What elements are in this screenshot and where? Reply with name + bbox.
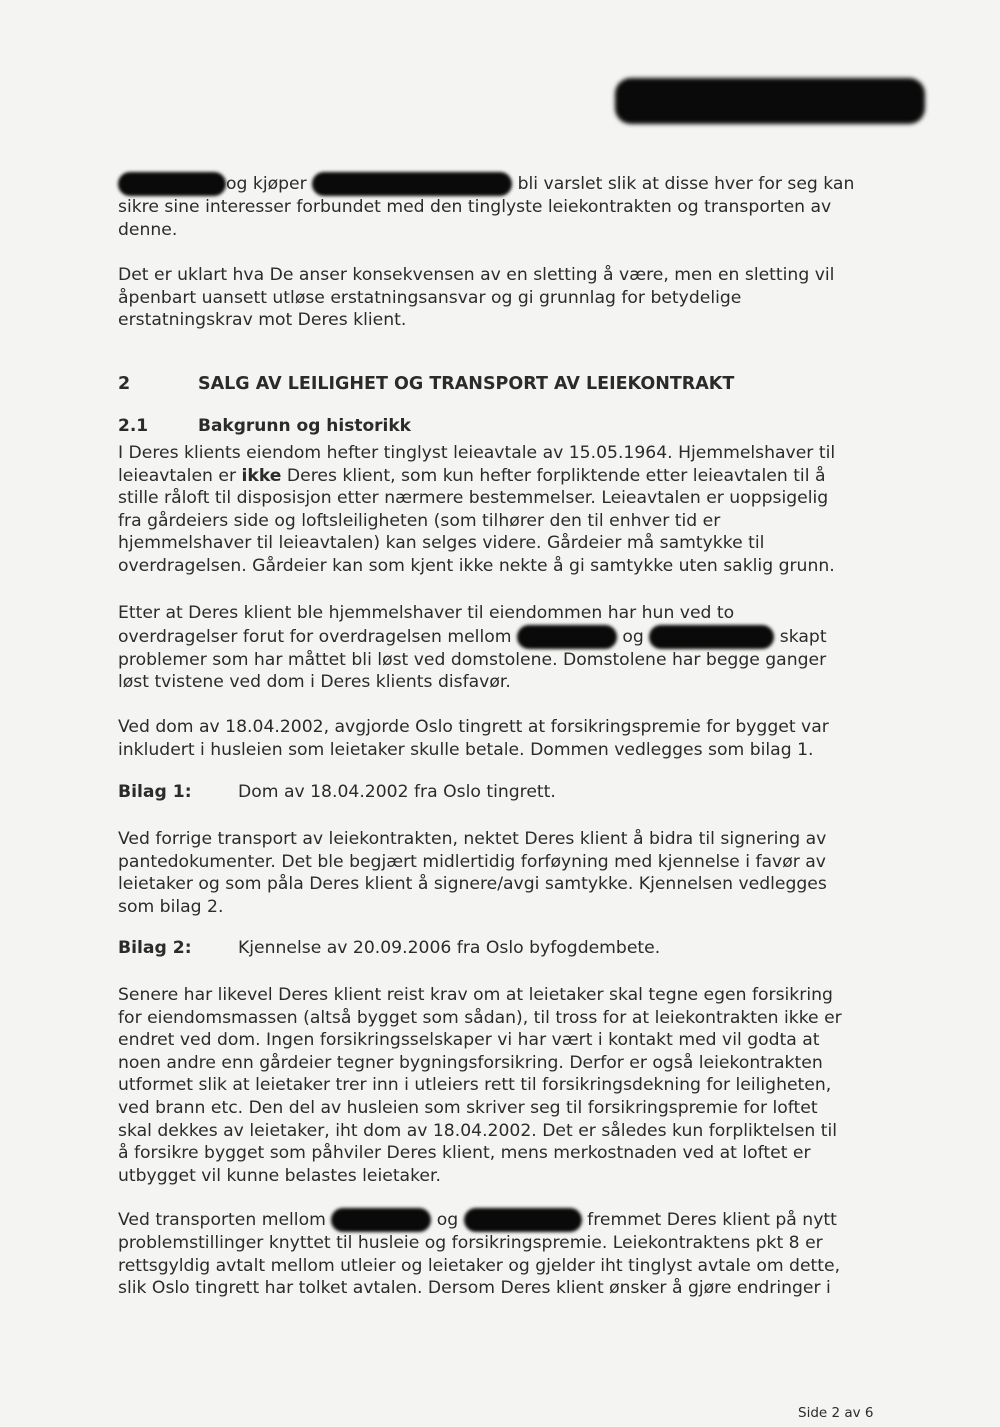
- p3-line-5: hjemmelshaver til leieavtalen) kan selges videre. Gårdeier må samtykke til: [118, 533, 765, 554]
- p2-line-3: erstatningskrav mot Deres klient.: [118, 310, 407, 331]
- p6-line-3: leietaker og som påla Deres klient å signere/avgi samtykke. Kjennelsen vedlegges: [118, 874, 827, 895]
- p4-line-2c: skapt: [779, 626, 827, 647]
- p3-line-1: I Deres klients eiendom hefter tinglyst leieavtale av 15.05.1964. Hjemmelshaver til: [118, 443, 836, 463]
- p3-line-2c: Deres klient, som kun hefter forpliktende etter leieavtalen til å: [281, 465, 826, 486]
- attachment-2: [118, 938, 660, 958]
- paragraph-3: [118, 442, 898, 578]
- p7-line-1: Senere har likevel Deres klient reist krav om at leietaker skal tegne egen forsikring: [118, 985, 833, 1005]
- p4-line-4: løst tvistene ved dom i Deres klients disfavør.: [118, 672, 511, 693]
- redacted-header: [615, 78, 925, 124]
- p3-line-3: stille råloft til disposisjon etter nærmere bestemmelser. Leieavtalen er uoppsigelig: [118, 488, 829, 509]
- p4-line-3: problemer som har måttet bli løst ved domstolene. Domstolene har begge ganger: [118, 649, 827, 670]
- attachment-1: [118, 782, 556, 802]
- p8-line-3: rettsgyldig avtalt mellom utleier og leietaker og gjelder iht tinglyst avtale om dette,: [118, 1255, 841, 1276]
- p1-text-a: og kjøper: [226, 174, 307, 194]
- paragraph-4: [118, 602, 898, 694]
- p1-line-3: denne.: [118, 219, 178, 240]
- p3-line-2a: leieavtalen er: [118, 465, 242, 486]
- p7-line-9: utbygget vil kunne belastes leietaker.: [118, 1165, 441, 1186]
- attachment-1-text: Dom av 18.04.2002 fra Oslo tingrett.: [238, 782, 556, 802]
- redacted-name: [517, 625, 617, 649]
- p2-line-1: Det er uklart hva De anser konsekvensen av en sletting å være, men en sletting vil: [118, 265, 835, 285]
- p8-line-1a: Ved transporten mellom: [118, 1210, 326, 1230]
- p2-line-2: åpenbart uansett utløse erstatningsansvar og gi grunnlag for betydelige: [118, 287, 742, 308]
- attachment-1-label: Bilag 1:: [118, 782, 192, 802]
- redacted-name: [649, 625, 774, 649]
- paragraph-2: [118, 264, 898, 332]
- p6-line-4: som bilag 2.: [118, 896, 224, 917]
- p6-line-2: pantedokumenter. Det ble begjært midlertidig forføyning med kjennelse i favør av: [118, 851, 826, 872]
- paragraph-7: [118, 984, 898, 1187]
- p7-line-8: å forsikre bygget som påhviler Deres klient, mens merkostnaden ved at loftet er: [118, 1143, 811, 1164]
- p5-line-2: inkludert i husleien som leietaker skulle betale. Dommen vedlegges som bilag 1.: [118, 739, 814, 760]
- p7-line-6: ved brann etc. Den del av husleien som skriver seg til forsikringspremie for loftet: [118, 1097, 818, 1118]
- p1-line-2: sikre sine interesser forbundet med den tinglyste leiekontrakten og transporten av: [118, 197, 832, 217]
- p5-line-1: Ved dom av 18.04.2002, avgjorde Oslo tingrett at forsikringspremie for bygget var: [118, 717, 829, 737]
- page-number: Side 2 av 6: [798, 1405, 874, 1421]
- p7-line-5: utformet slik at leietaker trer inn i utleiers rett til forsikringsdekning for leiligheten,: [118, 1075, 832, 1096]
- p7-line-3: endret ved dom. Ingen forsikringsselskaper vi har vært i kontakt med vil godta at: [118, 1030, 820, 1051]
- section-title: SALG AV LEILIGHET OG TRANSPORT AV LEIEKONTRAKT: [198, 374, 735, 394]
- section-heading: [118, 374, 734, 394]
- p3-line-6: overdragelsen. Gårdeier kan som kjent ikke nekte å gi samtykke uten saklig grunn.: [118, 555, 835, 576]
- attachment-2-text: Kjennelse av 20.09.2006 fra Oslo byfogdembete.: [238, 938, 661, 958]
- redacted-name: [118, 172, 226, 196]
- p1-text-b: bli varslet slik at disse hver for seg kan: [517, 174, 855, 194]
- p8-line-4: slik Oslo tingrett har tolket avtalen. Dersom Deres klient ønsker å gjøre endringer i: [118, 1278, 831, 1299]
- paragraph-8: [118, 1208, 898, 1300]
- subsection-heading: [118, 416, 411, 436]
- attachment-2-label: Bilag 2:: [118, 938, 192, 958]
- paragraph-5: [118, 716, 898, 761]
- p4-line-2a: overdragelser forut for overdragelsen mellom: [118, 626, 512, 647]
- redacted-name: [331, 1208, 431, 1232]
- p6-line-1: Ved forrige transport av leiekontrakten, nektet Deres klient å bidra til signering av: [118, 829, 827, 849]
- subsection-number: 2.1: [118, 416, 149, 436]
- p7-line-7: skal dekkes av leietaker, iht dom av 18.04.2002. Det er således kun forpliktelsen til: [118, 1120, 838, 1141]
- p3-emphasis: ikke: [241, 465, 282, 486]
- paragraph-1: [118, 172, 898, 241]
- redacted-name: [312, 172, 512, 196]
- section-number: 2: [118, 374, 131, 394]
- p4-line-2b: og: [622, 626, 644, 647]
- p8-line-2: problemstillinger knyttet til husleie og forsikringspremie. Leiekontraktens pkt 8 er: [118, 1233, 823, 1253]
- paragraph-6: [118, 828, 898, 918]
- p8-line-1c: fremmet Deres klient på nytt: [587, 1210, 837, 1230]
- p4-line-1: Etter at Deres klient ble hjemmelshaver til eiendommen har hun ved to: [118, 603, 735, 623]
- subsection-title: Bakgrunn og historikk: [198, 416, 411, 436]
- redacted-name: [464, 1208, 582, 1232]
- p7-line-4: noen andre enn gårdeier tegner bygningsforsikring. Derfor er også leiekontrakten: [118, 1052, 823, 1073]
- p8-line-1b: og: [436, 1210, 459, 1230]
- p7-line-2: for eiendomsmassen (altså bygget som sådan), til tross for at leiekontrakten ikke er: [118, 1007, 842, 1028]
- p3-line-4: fra gårdeiers side og loftsleiligheten (som tilhører den til enhver tid er: [118, 510, 721, 531]
